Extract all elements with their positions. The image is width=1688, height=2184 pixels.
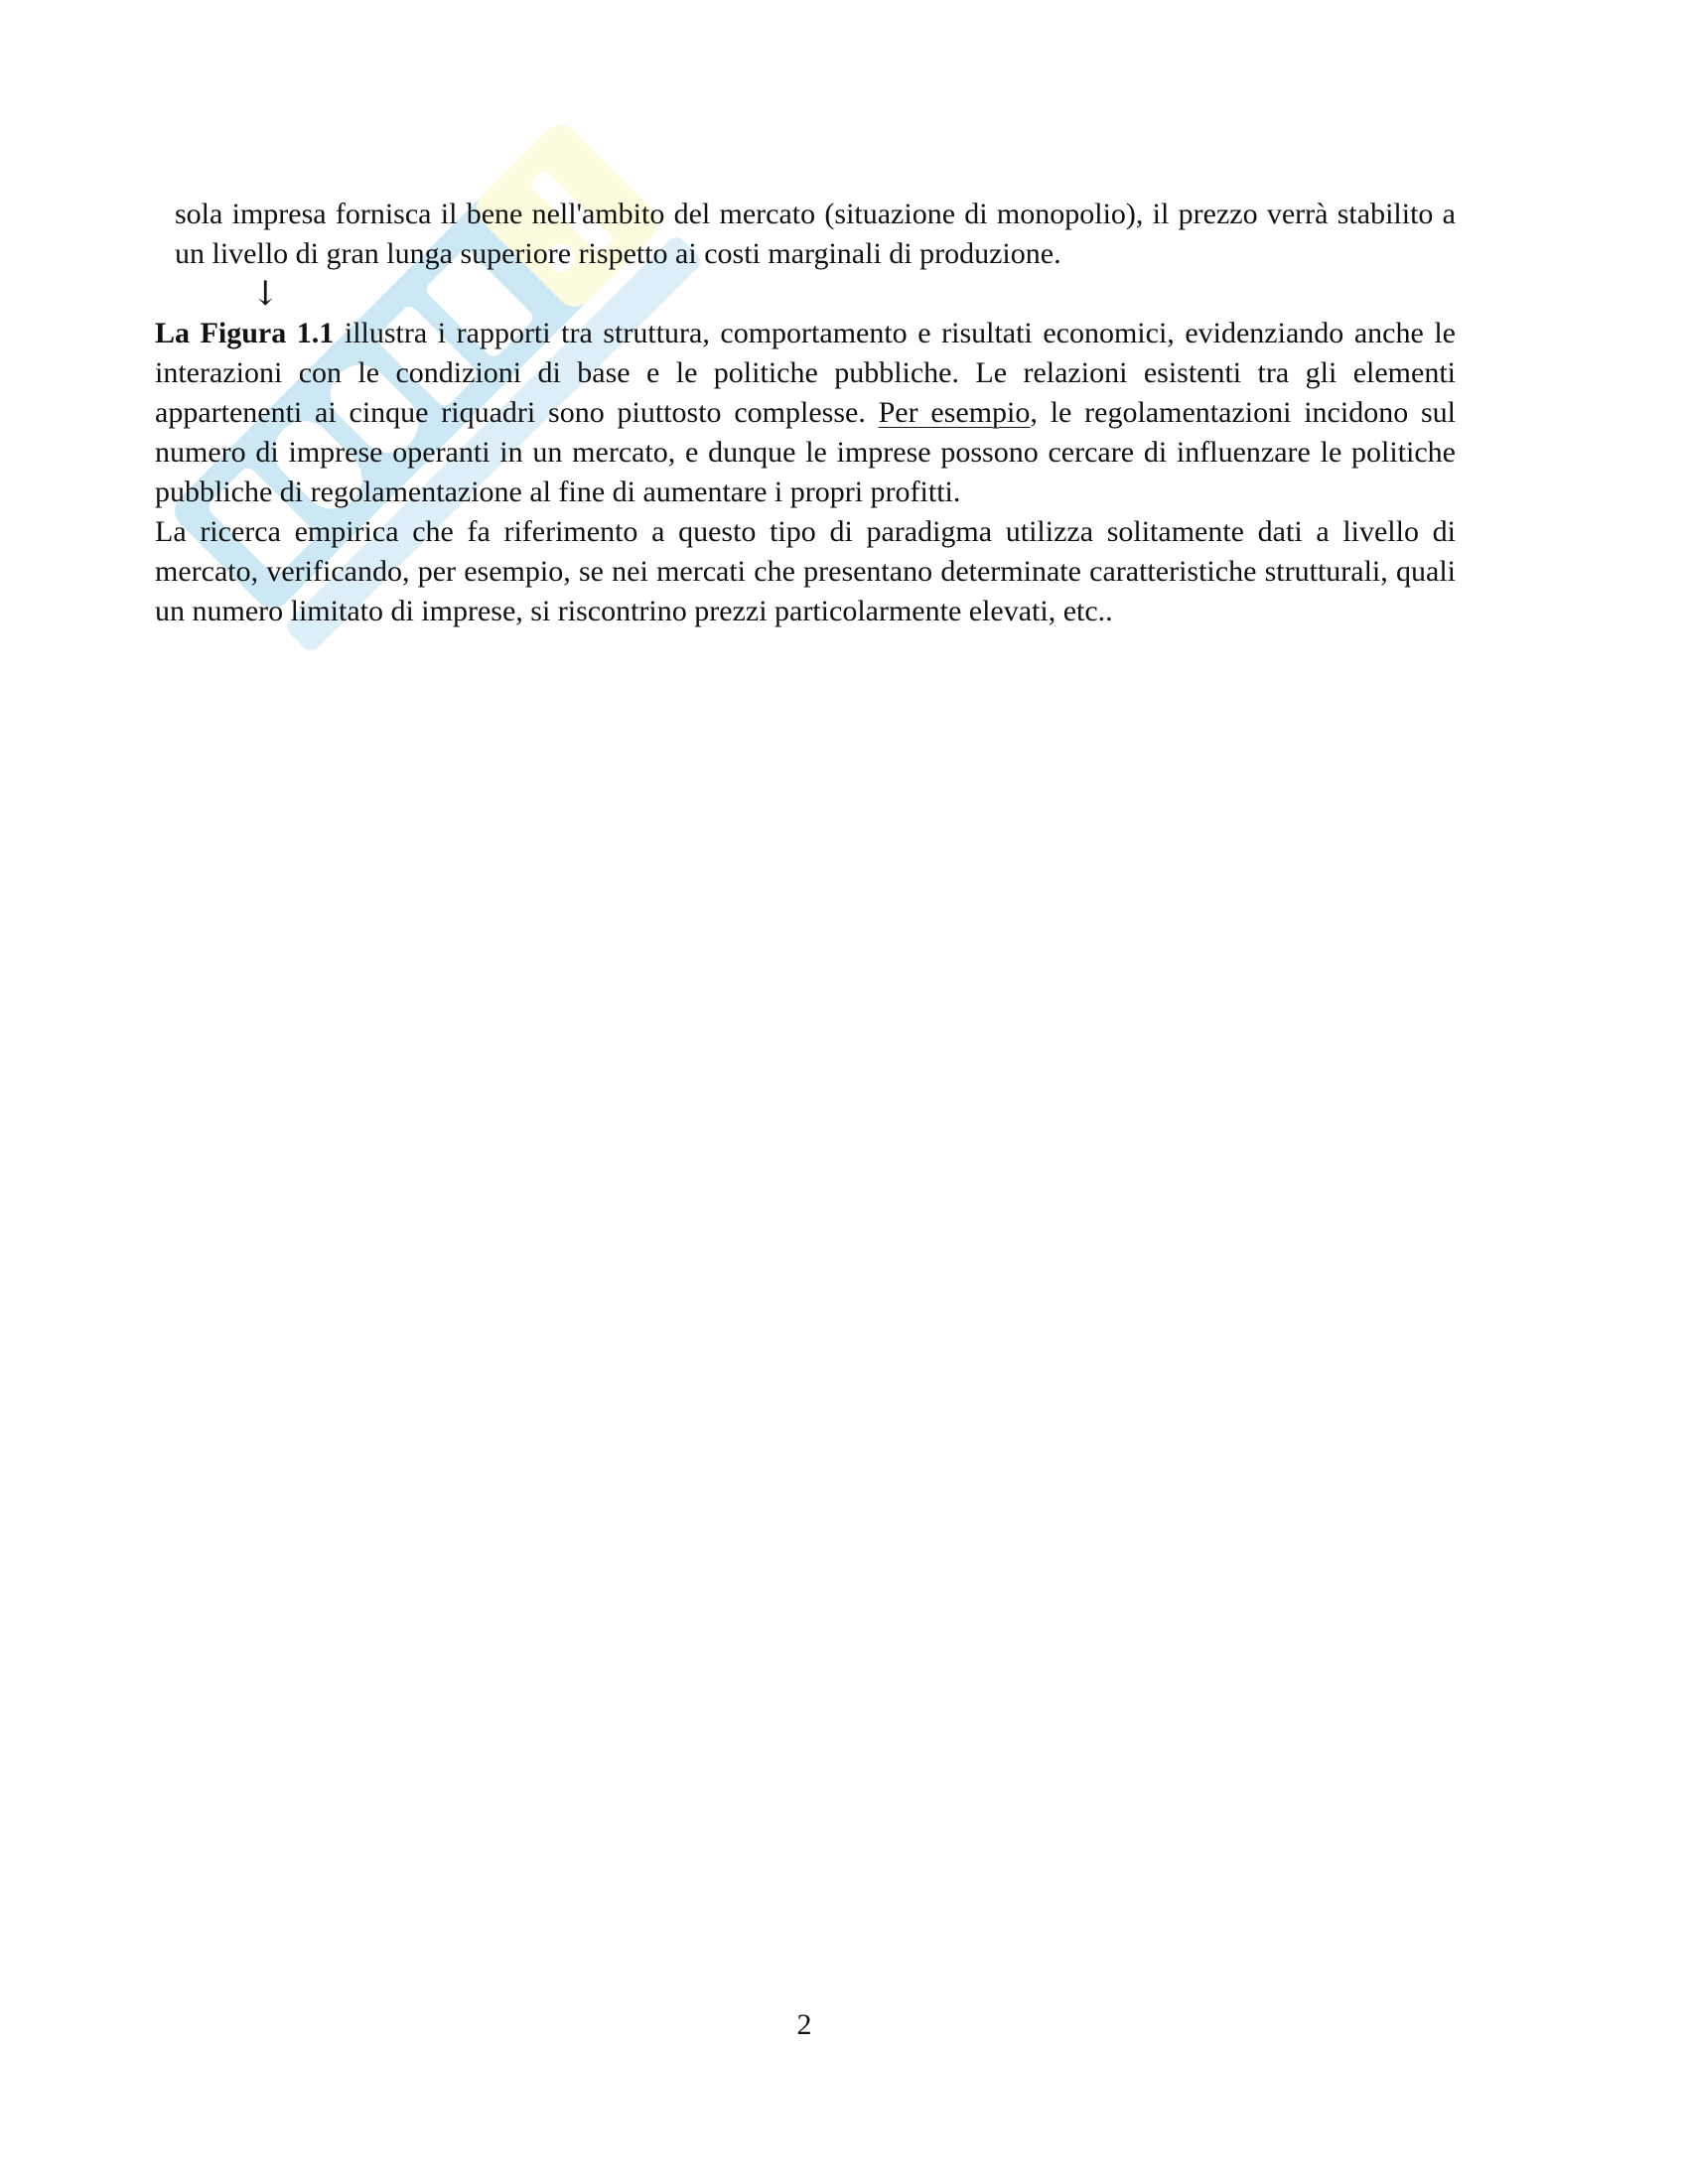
continuation-text: sola impresa fornisca il bene nell'ambito del mercato (situazione di monopolio), il prezzo verrà stabilito a un livello di gran lunga superiore rispetto ai costi marginali di produzione.	[175, 198, 1456, 270]
down-arrow-icon: ↓	[251, 274, 280, 314]
paragraph-empirical-research: La ricerca empirica che fa riferimento a questo tipo di paradigma utilizza solitamente dati a livello di mercato, verificando, per esempio, se nei mercati che presentano determinate caratteristiche strutturali, quali un numero limitato di imprese, si riscontrino prezzi particolarmente elevati, etc..	[155, 515, 1456, 627]
paragraph-text-part-a: illustra i rapporti tra struttura, comportamento e risultati economici, evidenziando anche le interazioni con le condizioni di base e le politiche pubbliche. Le relazioni esistenti tra gli elementi appartenenti ai cinque riquadri sono piuttosto complesse.	[155, 317, 1456, 429]
paragraph-text-part-b: , le regolamentazioni incidono sul numero di imprese operanti in un mercato, e dunque le imprese possono cercare di influenzare le politiche pubbliche di regolamentazione al fine di aumentare i propri profitti.	[155, 396, 1457, 508]
continuation-paragraph	[175, 195, 1456, 274]
figure-reference: La Figura 1.1	[155, 317, 335, 349]
main-text-block	[155, 314, 1456, 631]
page-number: 2	[796, 2008, 812, 2041]
paragraph-figure-description	[155, 314, 1456, 512]
underlined-phrase: Per esempio	[878, 396, 1031, 429]
